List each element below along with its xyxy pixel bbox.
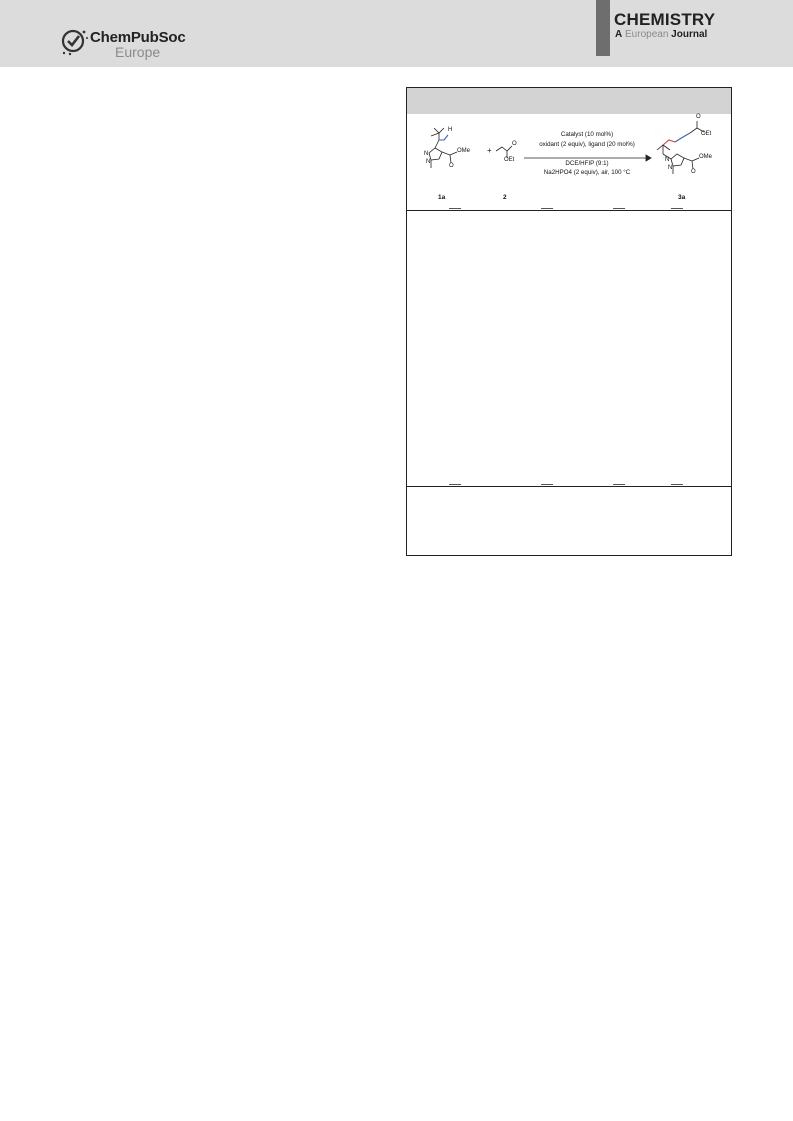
- journal-subtitle-suffix: Journal: [671, 29, 708, 40]
- column-tick: [613, 484, 625, 485]
- tbu-methyl-1a: [431, 133, 439, 136]
- atom-label-ome-1a: OMe: [457, 148, 471, 154]
- atom-label-n2-1a: N: [426, 159, 431, 165]
- table-caption-bar: [407, 88, 731, 114]
- publisher-region: Europe: [115, 44, 161, 60]
- column-tick: [449, 208, 461, 209]
- compound-label-1a: 1a: [438, 194, 446, 201]
- atom-label-n1-3a: N: [665, 157, 670, 163]
- column-tick: [541, 484, 553, 485]
- journal-subtitle-prefix: A: [615, 29, 623, 40]
- optimization-table: [406, 87, 732, 556]
- page-header: [0, 0, 793, 67]
- atom-label-n2-3a: N: [668, 165, 673, 171]
- ch-bond-highlight-1a: [439, 135, 448, 140]
- journal-subtitle-middle: European: [625, 29, 669, 40]
- compound-label-3a: 3a: [678, 194, 686, 201]
- table-bottom-rule: [407, 486, 731, 487]
- pyrazole-ring-3a: [671, 154, 684, 166]
- quaternary-center-3a: [657, 145, 663, 154]
- atom-label-oet-3a: OEt: [701, 131, 712, 137]
- ester-1a: [442, 152, 451, 163]
- pyrazole-ring-1a: [429, 148, 442, 160]
- tbu-methyl-3a: [663, 145, 670, 150]
- journal-title: CHEMISTRY: [614, 10, 716, 29]
- atom-label-o-1a: O: [449, 163, 454, 169]
- column-tick: [671, 484, 683, 485]
- publisher-name: ChemPubSoc: [90, 29, 186, 46]
- atom-label-oet-2: OEt: [504, 157, 515, 163]
- ester-o-3a: [692, 158, 699, 161]
- atom-label-ome-3a: OMe: [699, 154, 713, 160]
- chempubsoc-logo-icon: [60, 26, 90, 56]
- reaction-scheme: [407, 114, 731, 210]
- atom-label-h: H: [448, 127, 453, 133]
- column-tick: [613, 208, 625, 209]
- atom-label-o-top-3a: O: [696, 114, 701, 120]
- compound-label-2: 2: [503, 194, 507, 201]
- ester-o-1a: [450, 152, 457, 155]
- column-tick: [541, 208, 553, 209]
- journal-subtitle: [615, 29, 707, 40]
- new-cc-bond-highlight-3a: [663, 140, 675, 145]
- publisher-logo: [60, 26, 200, 60]
- pyrazole-link-1a: [435, 140, 439, 148]
- plus-sign: +: [487, 146, 492, 155]
- atom-label-n1-1a: N: [424, 151, 429, 157]
- condition-oxidant-ligand: oxidant (2 equiv), ligand (20 mol%): [539, 141, 635, 148]
- atom-label-o-2: O: [512, 141, 517, 147]
- ester-top-3a: [690, 121, 697, 133]
- condition-catalyst: Catalyst (10 mol%): [560, 131, 614, 138]
- column-tick: [671, 208, 683, 209]
- tbu-branch-1a: [434, 128, 444, 133]
- journal-bar: [596, 0, 610, 56]
- table-top-rule: [407, 210, 731, 211]
- condition-base-temp: Na2HPO4 (2 equiv), air, 100 °C: [543, 169, 631, 176]
- alkene-highlight-3a: [675, 133, 690, 142]
- condition-solvent: DCE/HFIP (9:1): [565, 160, 609, 167]
- atom-label-o-bottom-3a: O: [691, 169, 696, 175]
- column-tick: [449, 484, 461, 485]
- acrylate-chain-2: [496, 146, 512, 151]
- ester-3a: [684, 158, 693, 169]
